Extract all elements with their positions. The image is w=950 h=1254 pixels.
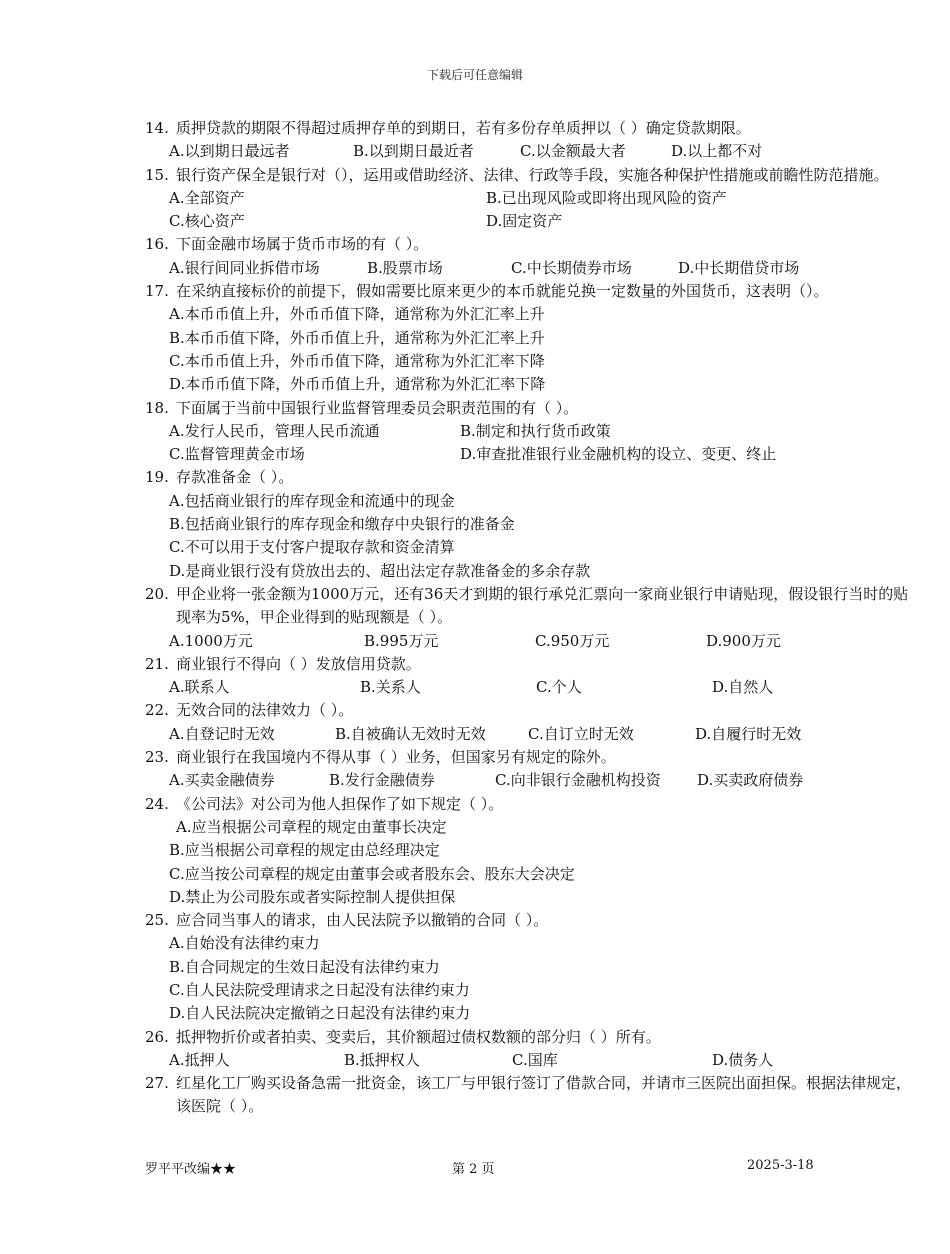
option-c: C.自订立时无效 [528, 724, 634, 743]
question-stem: 下面属于当前中国银行业监督管理委员会职责范围的有（ ）。 [176, 398, 579, 417]
question-number: 23. [145, 748, 169, 767]
options-row [145, 723, 915, 746]
options-row [145, 816, 915, 839]
options-row [145, 769, 915, 792]
option-c: C.应当按公司章程的规定由董事会或者股东会、股东大会决定 [169, 864, 575, 883]
options-row [145, 140, 915, 163]
question-14 [145, 117, 915, 140]
question-20 [145, 583, 915, 630]
option-a: A.应当根据公司章程的规定由董事长决定 [176, 817, 447, 836]
option-b: B.995万元 [364, 631, 439, 650]
question-19 [145, 466, 915, 489]
question-27 [145, 1072, 915, 1119]
question-stem: 无效合同的法律效力（ ）。 [176, 701, 354, 720]
options-row [145, 630, 915, 653]
question-stem: 商业银行不得向（ ）发放信用贷款。 [176, 654, 421, 673]
question-number: 21. [145, 654, 169, 673]
question-26 [145, 1026, 915, 1049]
options-row [145, 676, 915, 699]
option-a: A.发行人民币，管理人民币流通 [169, 421, 380, 440]
question-stem: 《公司法》对公司为他人担保作了如下规定（ ）。 [176, 794, 504, 813]
question-stem: 质押贷款的期限不得超过质押存单的到期日，若有多份存单质押以（ ）确定贷款期限。 [176, 119, 751, 137]
option-a: A.自登记时无效 [169, 724, 275, 743]
option-a: A.包括商业银行的库存现金和流通中的现金 [169, 491, 455, 510]
question-number: 25. [145, 911, 169, 930]
option-d: D.自然人 [712, 678, 774, 697]
option-c: C.个人 [536, 678, 582, 697]
question-25 [145, 909, 915, 932]
option-c: C.不可以用于支付客户提取存款和资金清算 [169, 538, 455, 557]
option-a: A.联系人 [169, 678, 230, 697]
options-row [145, 979, 915, 1002]
option-d: D.是商业银行没有贷放出去的、超出法定存款准备金的多余存款 [169, 561, 591, 580]
options-row [145, 257, 915, 280]
option-d: D.以上都不对 [671, 142, 763, 161]
question-23 [145, 746, 915, 769]
options-row [145, 536, 915, 559]
question-stem: 甲企业将一张金额为1000万元，还有36天才到期的银行承兑汇票向一家商业银行申请贴现，假设银行当时的贴现率为5%，甲企业得到的贴现额是（ ）。 [176, 584, 909, 627]
option-c: C.以金额最大者 [520, 142, 626, 161]
question-stem: 在采纳直接标价的前提下，假如需要比原来更少的本币就能兑换一定数量的外国货币，这表明（）。 [176, 282, 829, 301]
options-row [145, 932, 915, 955]
question-21 [145, 653, 915, 676]
question-number: 27. [145, 1074, 169, 1093]
option-d: D.自人民法院决定撤销之日起没有法律约束力 [169, 1004, 471, 1023]
options-row [145, 513, 915, 536]
options-row [145, 863, 915, 886]
question-stem: 银行资产保全是银行对（），运用或借助经济、法律、行政等手段，实施各种保护性措施或前瞻性防范措施。 [176, 165, 889, 184]
option-d: D.审查批准银行业金融机构的设立、变更、终止 [460, 445, 777, 464]
option-a: A.买卖金融债券 [169, 771, 275, 790]
option-c: C.核心资产 [169, 212, 245, 231]
question-number: 16. [145, 235, 169, 254]
option-d: D.债务人 [712, 1050, 774, 1069]
question-stem: 商业银行在我国境内不得从事（ ）业务，但国家另有规定的除外。 [176, 748, 616, 767]
option-c: C.950万元 [535, 631, 610, 650]
question-number: 15. [145, 165, 169, 184]
options-row [145, 210, 915, 233]
options-row [145, 1002, 915, 1025]
option-d: D.自履行时无效 [695, 724, 802, 743]
footer-author: 罗平平改编★★ [145, 1162, 237, 1177]
options-row [145, 420, 915, 443]
question-stem: 红星化工厂购买设备急需一批资金，该工厂与甲银行签订了借款合同，并请市三医院出面担保。根据法律规定，该医院（ ）。 [176, 1074, 912, 1116]
option-a: A.本币币值上升，外币币值下降，通常称为外汇汇率上升 [169, 305, 545, 324]
question-number: 24. [145, 794, 169, 813]
option-b: B.已出现风险或即将出现风险的资产 [486, 188, 727, 207]
options-row [145, 373, 915, 396]
question-number: 19. [145, 468, 169, 487]
option-a: A.1000万元 [169, 631, 253, 650]
question-stem: 应合同当事人的请求，由人民法院予以撤销的合同（ ）。 [176, 911, 549, 930]
option-a: A.抵押人 [169, 1050, 230, 1069]
question-number: 18. [145, 398, 169, 417]
options-row [145, 187, 915, 210]
option-c: C.中长期债券市场 [511, 258, 632, 277]
question-stem: 下面金融市场属于货币市场的有（ ）。 [176, 235, 429, 254]
footer-page-number: 第 2 页 [452, 1162, 495, 1177]
question-list [145, 117, 915, 1119]
option-b: B.制定和执行货币政策 [460, 421, 611, 440]
option-b: B.股票市场 [367, 258, 443, 277]
option-b: B.应当根据公司章程的规定由总经理决定 [169, 841, 440, 860]
question-24 [145, 793, 915, 816]
option-c: C.监督管理黄金市场 [169, 445, 305, 464]
option-b: B.自合同规定的生效日起没有法律约束力 [169, 957, 440, 976]
option-b: B.关系人 [360, 678, 421, 697]
question-18 [145, 397, 915, 420]
option-a: A.银行间同业拆借市场 [169, 258, 320, 277]
question-number: 20. [145, 584, 169, 603]
question-17 [145, 280, 915, 303]
option-b: B.发行金融债券 [329, 771, 435, 790]
option-b: B.自被确认无效时无效 [335, 724, 486, 743]
options-row [145, 327, 915, 350]
option-a: A.以到期日最远者 [169, 142, 290, 161]
options-row [145, 956, 915, 979]
question-number: 14. [145, 119, 169, 137]
option-d: D.禁止为公司股东或者实际控制人提供担保 [169, 887, 456, 906]
option-a: A.自始没有法律约束力 [169, 934, 320, 953]
question-22 [145, 699, 915, 722]
option-d: D.900万元 [706, 631, 781, 650]
option-b: B.本币币值下降，外币币值上升，通常称为外汇汇率上升 [169, 328, 545, 347]
question-number: 22. [145, 701, 169, 720]
option-b: B.以到期日最近者 [353, 142, 474, 161]
option-d: D.买卖政府债券 [697, 771, 804, 790]
option-c: C.向非银行金融机构投资 [495, 771, 661, 790]
option-a: A.全部资产 [169, 188, 245, 207]
question-16 [145, 233, 915, 256]
option-b: B.包括商业银行的库存现金和缴存中央银行的准备金 [169, 515, 515, 534]
options-row [145, 560, 915, 583]
page-header: 下载后可任意编辑 [426, 68, 523, 82]
question-15 [145, 164, 915, 187]
options-row [145, 303, 915, 326]
options-row [145, 1049, 915, 1072]
option-c: C.本币币值上升，外币币值下降，通常称为外汇汇率下降 [169, 351, 545, 370]
option-d: D.固定资产 [486, 212, 563, 231]
question-stem: 抵押物折价或者拍卖、变卖后，其价额超过债权数额的部分归（ ）所有。 [176, 1027, 661, 1046]
option-d: D.本币币值下降，外币币值上升，通常称为外汇汇率下降 [169, 375, 546, 394]
options-row [145, 490, 915, 513]
option-c: C.国库 [512, 1050, 558, 1069]
option-b: B.抵押权人 [344, 1050, 420, 1069]
question-stem: 存款准备金（ ）。 [176, 468, 294, 487]
question-number: 26. [145, 1027, 169, 1046]
question-number: 17. [145, 282, 169, 301]
option-c: C.自人民法院受理请求之日起没有法律约束力 [169, 980, 470, 999]
option-d: D.中长期借贷市场 [678, 258, 800, 277]
options-row [145, 886, 915, 909]
options-row [145, 839, 915, 862]
options-row [145, 443, 915, 466]
footer-date: 2025-3-18 [747, 1158, 814, 1173]
options-row [145, 350, 915, 373]
